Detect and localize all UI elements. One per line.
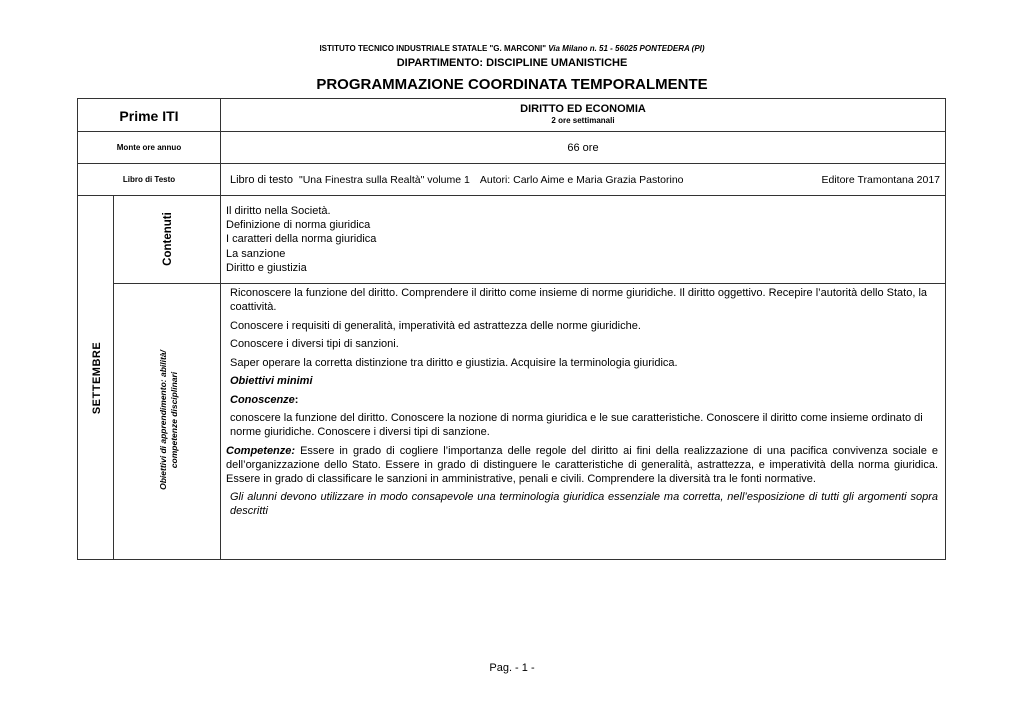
contents-text: Contenuti: [162, 212, 174, 266]
annual-hours-value: 66 ore: [567, 141, 599, 154]
school-header: [0, 44, 1024, 53]
textbook-value: [230, 164, 940, 195]
contents-list: [226, 204, 926, 275]
objective-paragraph: Saper operare la corretta distinzione tra diritto e giustizia. Acquisire la terminologia giuridica.: [230, 356, 678, 369]
department-label: DIPARTIMENTO:: [396, 57, 484, 69]
knowledge-colon: :: [294, 393, 299, 406]
school-name: ISTITUTO TECNICO INDUSTRIALE STATALE "G. MARCONI": [319, 44, 546, 53]
contents-item: Diritto e giustizia: [226, 261, 307, 274]
contents-item: I caratteri della norma giuridica: [226, 233, 377, 246]
textbook-prefix: Libro di testo: [230, 173, 293, 186]
school-address: Via Milano n. 51 - 56025 PONTEDERA (PI): [548, 44, 705, 53]
objective-paragraph: Conoscere i requisiti di generalità, imperatività ed astrattezza delle norme giuridiche.: [230, 319, 641, 332]
contents-item: La sanzione: [226, 247, 286, 260]
knowledge-text: conoscere la funzione del diritto. Conoscere la nozione di norma giuridica e le sue caratteristiche. Conoscere il diritto come insieme ordinato di norme giuridiche. Conoscere i diversi tipi di sanzione.: [230, 412, 923, 438]
objective-paragraph: Riconoscere la funzione del diritto. Comprendere il diritto come insieme di norme giuridiche. Il diritto oggettivo. Recepire l’autorità dello Stato, la coattività.: [230, 287, 928, 313]
objectives-body: [226, 286, 938, 523]
textbook-authors: Autori: Carlo Aime e Maria Grazia Pastorino: [479, 173, 684, 186]
weekly-hours: 2 ore settimanali: [551, 116, 615, 125]
row-divider: [78, 195, 945, 196]
knowledge-label: Conoscenze: [230, 393, 295, 406]
subject-name: DIRITTO ED ECONOMIA: [520, 103, 646, 115]
department-line: [0, 57, 1024, 69]
objectives-label-line2: competenze disciplinari: [169, 371, 179, 469]
skills-label: Competenze:: [226, 444, 296, 457]
subject-cell: [221, 100, 945, 125]
class-label: Prime ITI: [119, 107, 179, 124]
textbook-editor: Editore Tramontana 2017: [821, 173, 940, 186]
contents-item: Definizione di norma giuridica: [226, 219, 371, 232]
row-divider: [113, 283, 945, 284]
column-divider: [113, 196, 114, 559]
department-name: DISCIPLINE UMANISTICHE: [486, 57, 628, 69]
skills-paragraph: [226, 444, 938, 486]
textbook-title: "Una Finestra sulla Realtà" volume 1: [298, 173, 470, 186]
annual-hours-label: Monte ore annuo: [116, 143, 182, 152]
textbook-label: Libro di Testo: [122, 175, 176, 184]
skills-text: Essere in grado di cogliere l’importanza delle regole del diritto ai fini della realizzazione di una pacifica convivenza sociale e dell’organizzazione dello Stato. Essere in grado di distinguere le caratteristiche di generalità, astrattezza, e imperatività della norma giuridica. Essere in grado di classificare le sanzioni in amministrative, penali e civili. Comprendere la diversità tra le fonti normative.: [226, 444, 938, 485]
terminology-note: Gli alunni devono utilizzare in modo consapevole una terminologia giuridica essenziale ma corretta, nell’esposizione di tutti gli argomenti sopra descritti: [230, 491, 938, 517]
page-title: PROGRAMMAZIONE COORDINATA TEMPORALMENTE: [316, 76, 708, 93]
knowledge-heading: [230, 393, 938, 407]
column-divider: [220, 99, 221, 559]
contents-item: Il diritto nella Società.: [226, 205, 331, 217]
objectives-label-line1: Obiettivi di apprendimento: abilità/: [158, 350, 168, 490]
month-text: SETTEMBRE: [91, 341, 103, 415]
page-number: Pag. - 1 -: [489, 662, 535, 674]
objective-paragraph: Conoscere i diversi tipi di sanzioni.: [230, 338, 399, 350]
minimum-objectives-heading: Obiettivi minimi: [230, 375, 313, 387]
